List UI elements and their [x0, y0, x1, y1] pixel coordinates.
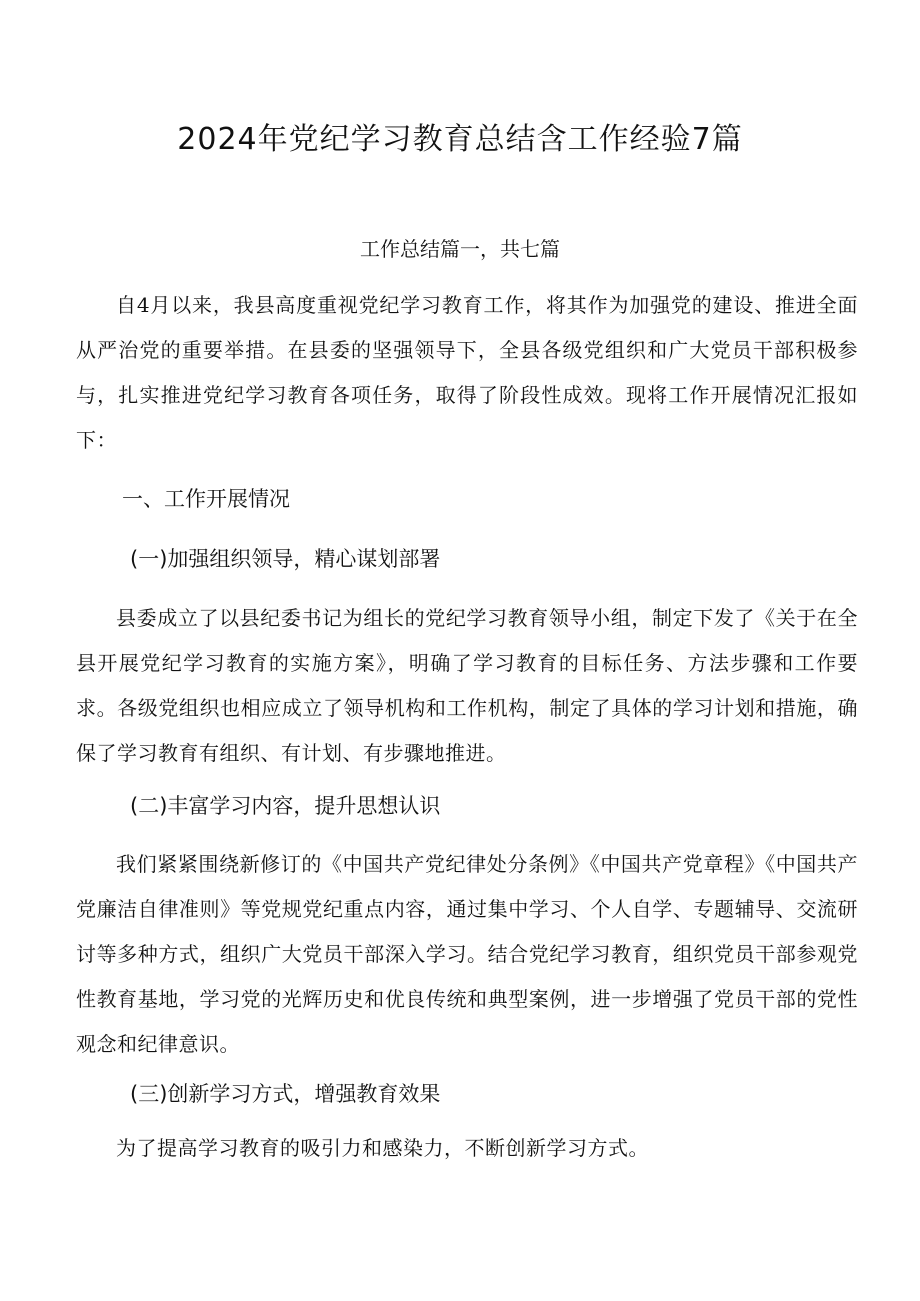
- subsection-heading-content: (二)丰富学习内容，提升思想认识: [130, 794, 441, 818]
- subsection-heading-organization: (一)加强组织领导，精心谋划部署: [130, 547, 441, 571]
- section-heading-work-progress: 一、工作开展情况: [122, 487, 290, 511]
- intro-paragraph: 自4月以来，我县高度重视党纪学习教育工作，将其作为加强党的建设、推进全面从严治党的重要举措。在县委的坚强领导下，全县各级党组织和广大党员干部积极参与，扎实推进党纪学习教育各项任务，取得了阶段性成效。现将工作开展情况汇报如下：: [76, 293, 858, 452]
- subsection-heading-methods: (三)创新学习方式，增强教育效果: [130, 1082, 441, 1106]
- subsection-body-content: 我们紧紧围绕新修订的《中国共产党纪律处分条例》《中国共产党章程》《中国共产党廉洁自律准则》等党规党纪重点内容，通过集中学习、个人自学、专题辅导、交流研讨等多种方式，组织广大党员干部深入学习。结合党纪学习教育，组织党员干部参观党性教育基地，学习党的光辉历史和优良传统和典型案例，进一步增强了党员干部的党性观念和纪律意识。: [76, 852, 858, 1056]
- document-subtitle: 工作总结篇一，共七篇: [360, 237, 560, 261]
- subsection-body-methods: 为了提高学习教育的吸引力和感染力，不断创新学习方式。: [116, 1136, 649, 1160]
- document-title: 2024年党纪学习教育总结含工作经验7篇: [177, 122, 743, 157]
- subsection-body-organization: 县委成立了以县纪委书记为组长的党纪学习教育领导小组，制定下发了《关于在全县开展党纪学习教育的实施方案》，明确了学习教育的目标任务、方法步骤和工作要求。各级党组织也相应成立了领导机构和工作机构，制定了具体的学习计划和措施，确保了学习教育有组织、有计划、有步骤地推进。: [76, 606, 858, 765]
